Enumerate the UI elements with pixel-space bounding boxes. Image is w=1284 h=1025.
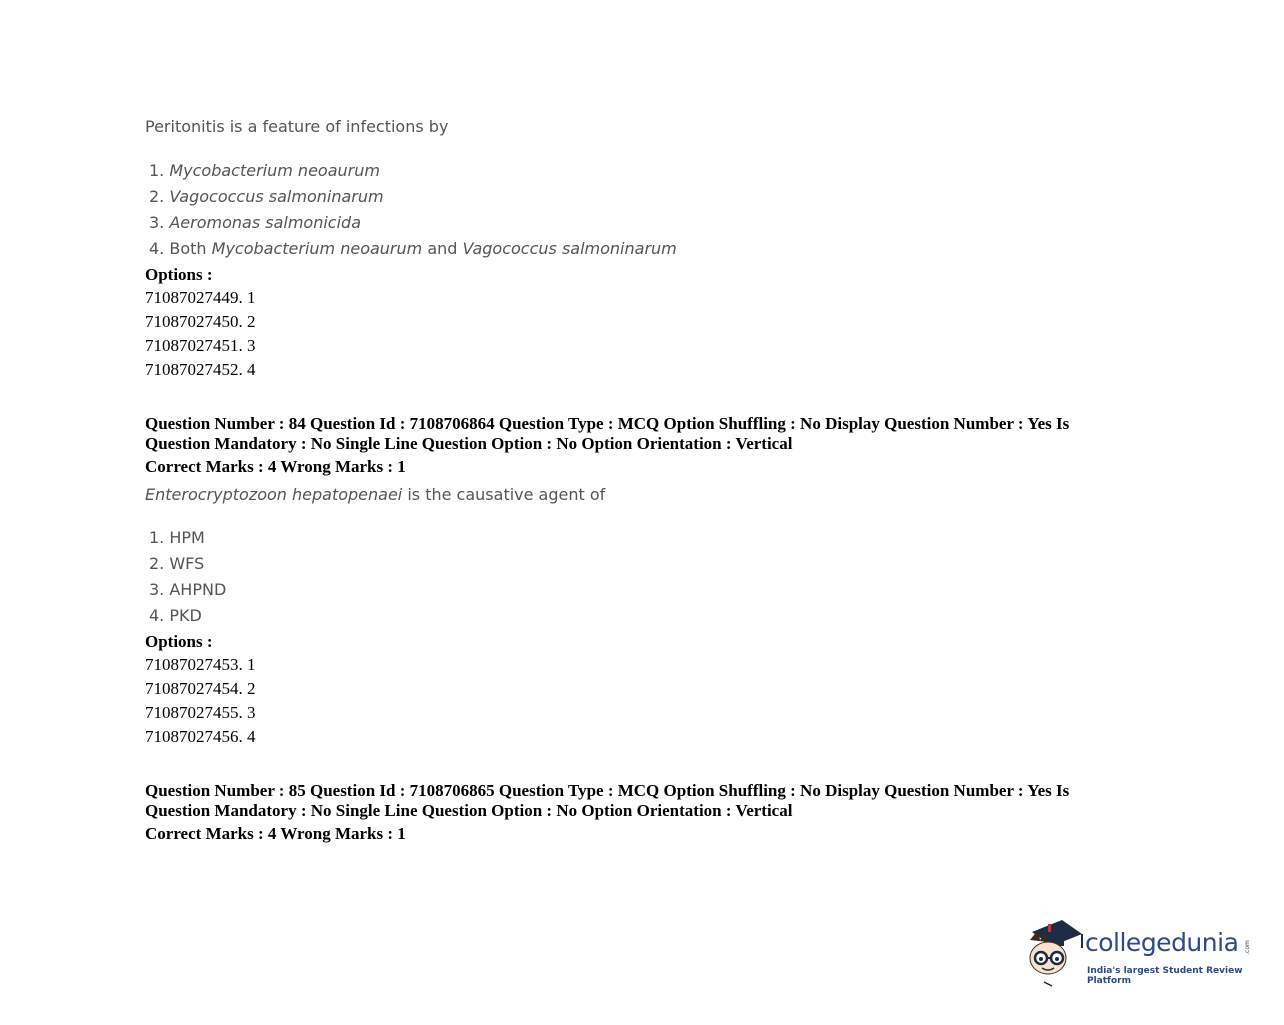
answer-choice-2 <box>149 187 384 206</box>
option-code: 71087027449. 1 <box>145 288 256 307</box>
answer-choice-1 <box>149 161 380 180</box>
choice-text: Vagococcus salmoninarum <box>169 187 384 206</box>
answer-choice-4: 4. PKD <box>149 606 202 625</box>
question-meta-line: Question Mandatory : No Single Line Question Option : No Option Orientation : Vertical <box>145 801 793 820</box>
stem-text: is the causative agent of <box>407 485 606 504</box>
choice-text: Mycobacterium neoaurum <box>211 239 423 258</box>
option-code: 71087027453. 1 <box>145 655 256 674</box>
choice-text: Both <box>169 239 207 258</box>
brand-suffix: .com <box>1243 940 1251 955</box>
choice-number: 3. <box>149 213 165 232</box>
marks-line: Correct Marks : 4 Wrong Marks : 1 <box>145 457 406 476</box>
options-label: Options : <box>145 265 213 284</box>
stem-organism: Enterocryptozoon hepatopenaei <box>145 485 403 504</box>
option-code: 71087027455. 3 <box>145 703 256 722</box>
question-stem: Peritonitis is a feature of infections by <box>145 117 449 136</box>
answer-choice-3 <box>149 213 361 232</box>
choice-text: Mycobacterium neoaurum <box>169 161 380 180</box>
options-label: Options : <box>145 632 213 651</box>
choice-number: 4. <box>149 239 165 258</box>
answer-choice-3: 3. AHPND <box>149 580 227 599</box>
option-code: 71087027451. 3 <box>145 336 256 355</box>
question-meta-line: Question Number : 84 Question Id : 7108706864 Question Type : MCQ Option Shuffling : No Display Question Number : Yes Is <box>145 414 1070 433</box>
option-code: 71087027452. 4 <box>145 360 256 379</box>
option-code: 71087027454. 2 <box>145 679 256 698</box>
choice-text: Vagococcus salmoninarum <box>462 239 677 258</box>
choice-text: and <box>427 239 458 258</box>
brand-tagline: India's largest Student Review Platform <box>1087 966 1243 986</box>
question-stem <box>145 485 605 504</box>
choice-number: 2. <box>149 187 165 206</box>
option-code: 71087027456. 4 <box>145 727 256 746</box>
question-meta-line: Question Number : 85 Question Id : 7108706865 Question Type : MCQ Option Shuffling : No Display Question Number : Yes Is <box>145 781 1070 800</box>
answer-choice-1: 1. HPM <box>149 528 205 547</box>
answer-choice-2: 2. WFS <box>149 554 205 573</box>
mascot-logo-icon <box>1024 918 1086 988</box>
option-code: 71087027450. 2 <box>145 312 256 331</box>
marks-line: Correct Marks : 4 Wrong Marks : 1 <box>145 824 406 843</box>
choice-text: Aeromonas salmonicida <box>169 213 362 232</box>
brand-name: collegedunia <box>1085 928 1239 957</box>
choice-number: 1. <box>149 161 165 180</box>
question-meta-line: Question Mandatory : No Single Line Question Option : No Option Orientation : Vertical <box>145 434 793 453</box>
answer-choice-4 <box>149 239 677 258</box>
